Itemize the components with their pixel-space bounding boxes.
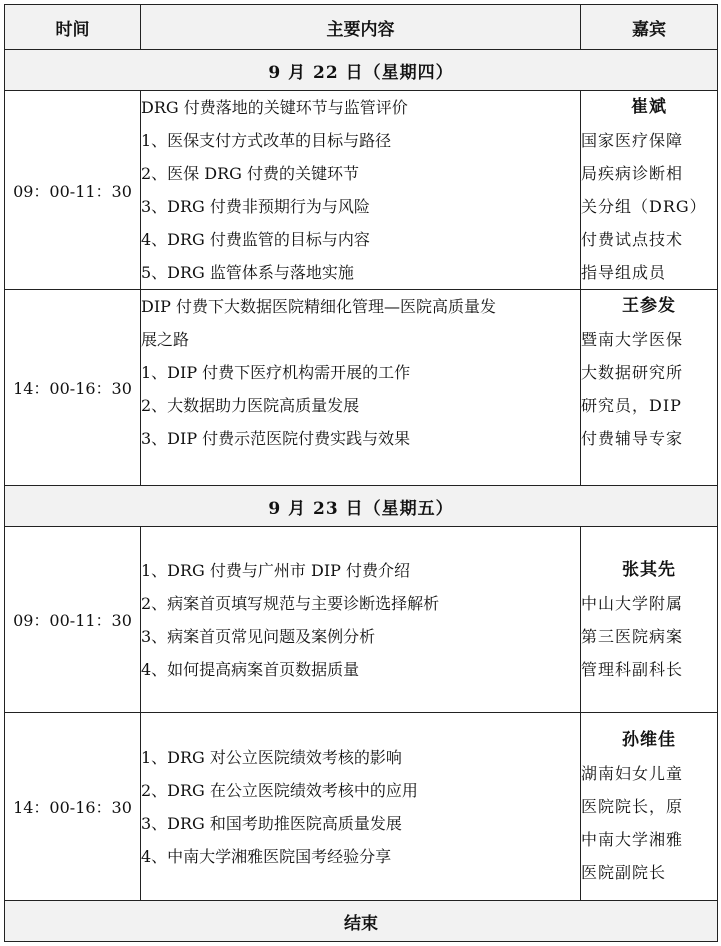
content-line: 4、如何提高病案首页数据质量 bbox=[141, 659, 360, 679]
guest-line: 湖南妇女儿童 bbox=[581, 764, 684, 783]
session-content bbox=[141, 290, 581, 486]
content-line: 4、中南大学湘雅医院国考经验分享 bbox=[141, 846, 392, 866]
session-time: 14：00-16：30 bbox=[5, 713, 141, 901]
session-content bbox=[141, 527, 581, 713]
header-time: 时间 bbox=[5, 5, 141, 50]
session-guest bbox=[581, 91, 718, 290]
session-guest bbox=[581, 527, 718, 713]
guest-name: 王参发 bbox=[622, 296, 676, 316]
session-guest bbox=[581, 290, 718, 486]
content-line: 1、医保支付方式改革的目标与路径 bbox=[141, 131, 392, 150]
content-line: 3、DRG 付费非预期行为与风险 bbox=[141, 197, 370, 216]
content-line: 1、DRG 对公立医院绩效考核的影响 bbox=[141, 747, 402, 767]
session-content bbox=[141, 713, 581, 901]
guest-line: 暨南大学医保 bbox=[581, 330, 684, 349]
guest-line: 医院副院长 bbox=[581, 863, 667, 882]
guest-line: 关分组（DRG） bbox=[581, 197, 707, 216]
content-line: 4、DRG 付费监管的目标与内容 bbox=[141, 230, 370, 249]
guest-line: 管理科副科长 bbox=[581, 659, 684, 679]
content-line: DIP 付费下大数据医院精细化管理—医院高质量发 bbox=[141, 297, 497, 316]
guest-line: 研究员，DIP bbox=[581, 396, 682, 415]
session-time: 09：00-11：30 bbox=[5, 527, 141, 713]
day-row bbox=[5, 486, 718, 527]
day-label: 9 月 23 日（星期五） bbox=[5, 486, 718, 527]
content-line: 1、DIP 付费下医疗机构需开展的工作 bbox=[141, 363, 411, 382]
end-label: 结束 bbox=[5, 901, 718, 942]
guest-line: 付费试点技术 bbox=[581, 230, 684, 249]
guest-line: 国家医疗保障 bbox=[581, 131, 684, 150]
guest-name: 张其先 bbox=[622, 559, 676, 580]
guest-line: 指导组成员 bbox=[581, 263, 667, 282]
guest-line: 大数据研究所 bbox=[581, 363, 684, 382]
content-line: 2、大数据助力医院高质量发展 bbox=[141, 396, 360, 415]
guest-line: 第三医院病案 bbox=[581, 626, 684, 646]
session-row bbox=[5, 290, 718, 486]
session-row bbox=[5, 527, 718, 713]
content-line: 5、DRG 监管体系与落地实施 bbox=[141, 263, 354, 282]
content-line: 1、DRG 付费与广州市 DIP 付费介绍 bbox=[141, 560, 411, 580]
content-line: 3、DRG 和国考助推医院高质量发展 bbox=[141, 813, 402, 833]
schedule-table bbox=[4, 4, 718, 942]
guest-line: 局疾病诊断相 bbox=[581, 164, 684, 183]
day-label: 9 月 22 日（星期四） bbox=[5, 50, 718, 91]
footer-row bbox=[5, 901, 718, 942]
session-content bbox=[141, 91, 581, 290]
session-row bbox=[5, 713, 718, 901]
content-line: 展之路 bbox=[141, 330, 190, 349]
guest-line: 医院院长，原 bbox=[581, 797, 684, 816]
header-row bbox=[5, 5, 718, 50]
content-line: 2、医保 DRG 付费的关键环节 bbox=[141, 164, 360, 183]
guest-name: 孙维佳 bbox=[622, 730, 676, 750]
header-guest: 嘉宾 bbox=[581, 5, 718, 50]
content-line: 3、DIP 付费示范医院付费实践与效果 bbox=[141, 429, 411, 448]
header-content: 主要内容 bbox=[141, 5, 581, 50]
day-row bbox=[5, 50, 718, 91]
session-row bbox=[5, 91, 718, 290]
content-line: 3、病案首页常见问题及案例分析 bbox=[141, 626, 376, 646]
session-time: 09：00-11：30 bbox=[5, 91, 141, 290]
session-time: 14：00-16：30 bbox=[5, 290, 141, 486]
session-guest bbox=[581, 713, 718, 901]
guest-name: 崔斌 bbox=[631, 97, 667, 117]
guest-line: 中山大学附属 bbox=[581, 593, 684, 613]
guest-line: 付费辅导专家 bbox=[581, 429, 684, 448]
guest-line: 中南大学湘雅 bbox=[581, 830, 684, 849]
content-line: DRG 付费落地的关键环节与监管评价 bbox=[141, 98, 408, 117]
content-line: 2、DRG 在公立医院绩效考核中的应用 bbox=[141, 780, 418, 800]
content-line: 2、病案首页填写规范与主要诊断选择解析 bbox=[141, 593, 440, 613]
